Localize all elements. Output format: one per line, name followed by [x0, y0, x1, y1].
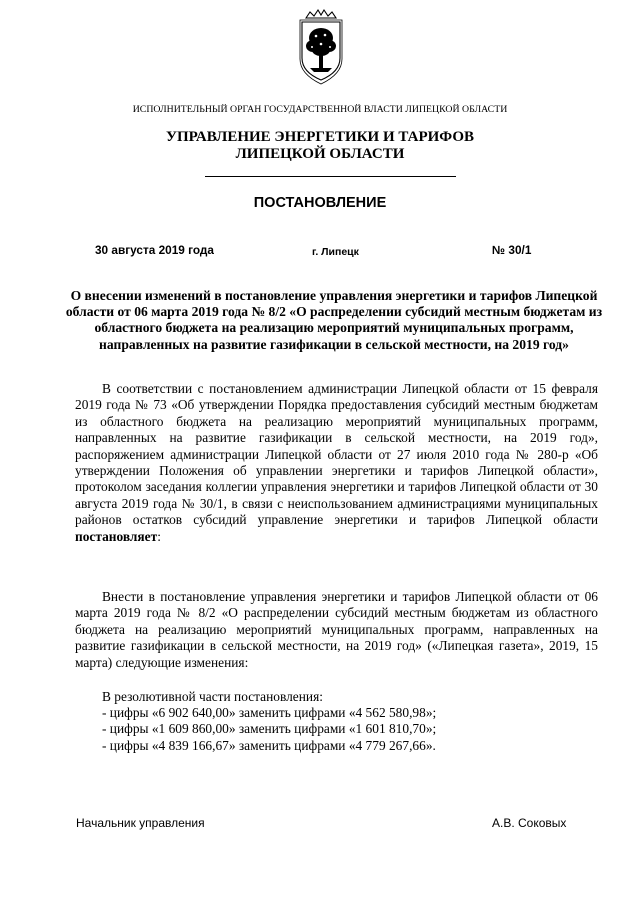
organization-name: ИСПОЛНИТЕЛЬНЫЙ ОРГАН ГОСУДАРСТВЕННОЙ ВЛАСТИ ЛИПЕЦКОЙ ОБЛАСТИ [132, 104, 508, 115]
document-type: ПОСТАНОВЛЕНИЕ [253, 195, 387, 211]
decision-word: постановляет [75, 528, 158, 544]
document-city: г. Липецк [312, 246, 359, 258]
document-number: № 30/1 [492, 243, 532, 257]
preamble-text: В соответствии с постановлением администрации Липецкой области от 15 февраля 2019 года № 73 «Об утверждении Порядка предоставления субсидий местным бюджетам из областного бюджета на реализацию мероприятий муниципальных программ, направленных на развитие газификации в сельской местности, на 2019 год», распоряжением администрации Липецкой области от 27 июля 2010 года № 280-р «Об утверждении Положения об управлении энергетики и тарифов Липецкой области», протоколом заседания коллегии управления энергетики и тарифов Липецкой области от 30 августа 2019 года № 30/1, в связи с неиспользованием администрациями муниципальных районов остатков субсидий управление энергетики и тарифов Липецкой области [75, 381, 598, 528]
coat-of-arms-icon [298, 6, 344, 88]
decision-colon: : [157, 528, 161, 544]
signatory-name: А.В. Соковых [492, 816, 567, 830]
department-name-line1: УПРАВЛЕНИЕ ЭНЕРГЕТИКИ И ТАРИФОВ [165, 129, 475, 145]
amendment-text: Внести в постановление управления энергетики и тарифов Липецкой области от 06 марта 2019 года № 8/2 «О распределении субсидий местным бюджетам из областного бюджета на реализацию мероприятий муниципальных программ, направленных на развитие газификации в сельской местности, на 2019 год» («Липецкая газета», 2019, 15 марта) следующие изменения: [75, 589, 598, 670]
department-name-line2: ЛИПЕЦКОЙ ОБЛАСТИ [235, 146, 405, 162]
preamble-paragraph [75, 381, 598, 545]
changes-list [102, 705, 436, 754]
document-title: О внесении изменений в постановление управления энергетики и тарифов Липецкой области от 06 марта 2019 года № 8/2 «О распределении субсидий местным бюджетам из областного бюджета на реализацию мероприятий муниципальных программ, направленных на развитие газификации в сельской местности, на 2019 год» [65, 288, 603, 352]
list-item: - цифры «4 839 166,67» заменить цифрами «4 779 267,66». [102, 737, 436, 753]
list-item: - цифры «6 902 640,00» заменить цифрами «4 562 580,98»; [102, 705, 437, 720]
document-date: 30 августа 2019 года [95, 243, 214, 257]
amendment-paragraph [75, 589, 598, 671]
header-divider [205, 176, 456, 177]
signatory-position: Начальник управления [76, 816, 205, 830]
list-item: - цифры «1 609 860,00» заменить цифрами «1 601 810,70»; [102, 721, 437, 737]
operative-part-heading: В резолютивной части постановления: [102, 689, 323, 704]
